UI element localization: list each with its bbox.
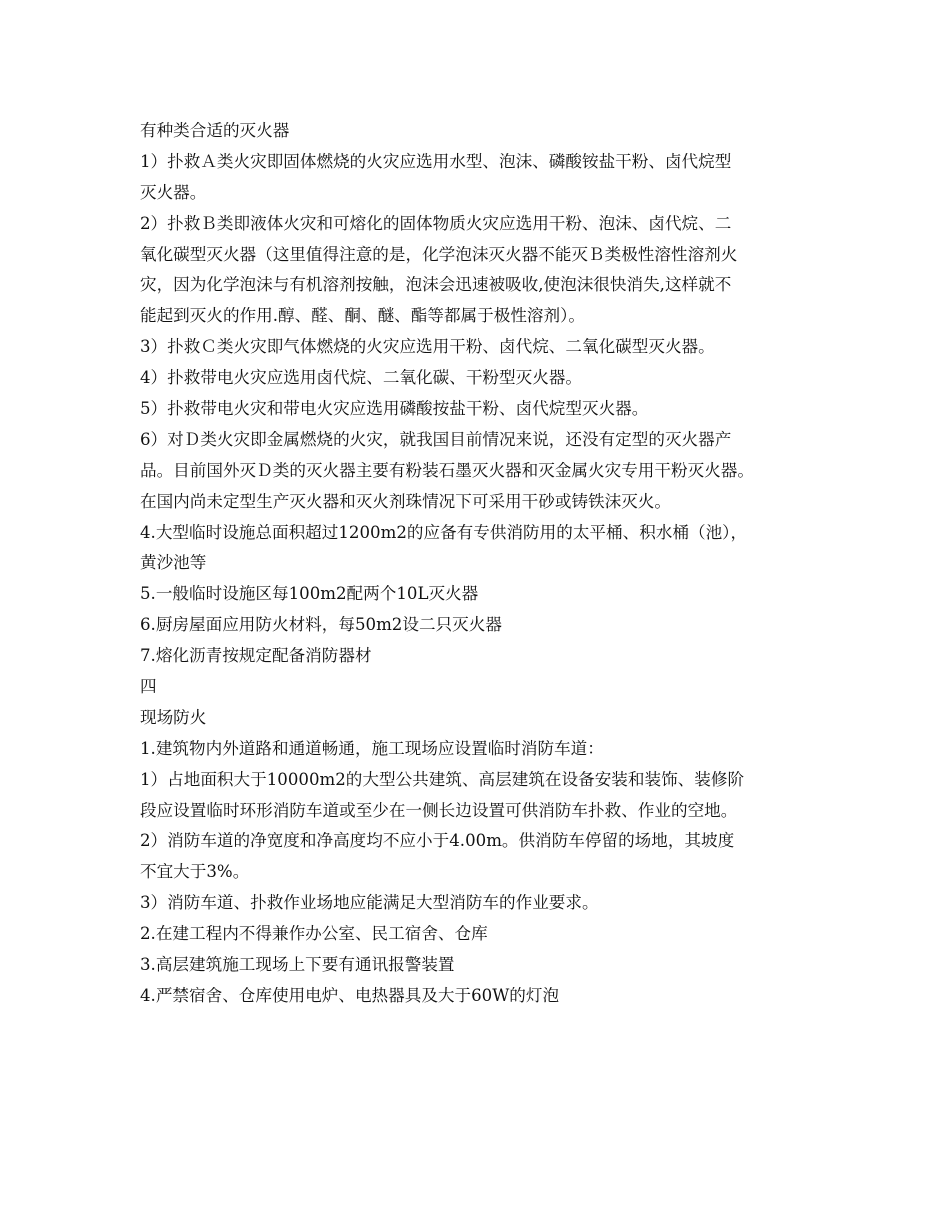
text-line: 有种类合适的灭火器 [140,121,290,140]
section-heading: 现场防火 [140,707,207,727]
text-line: 段应设置临时环形消防车道或至少在一侧长边设置可供消防车扑救、作业的空地。 [140,800,738,820]
text-line: 6.厨房屋面应用防火材料，每50m2设二只灭火器 [140,615,502,635]
document-body [140,116,830,1012]
text-line: 1）占地面积大于10000m2的大型公共建筑、高层建筑在设备安装和装饰、装修阶 [140,769,745,789]
text-line: 7.熔化沥青按规定配备消防器材 [140,646,372,666]
text-line: 5.一般临时设施区每100m2配两个10L灭火器 [140,584,479,604]
text-line: 灾，因为化学泡沫与有机溶剂按触，泡沫会迅速被吸收,使泡沫很快消失,这样就不 [140,275,732,295]
text-line: 5）扑救带电火灾和带电火灾应选用磷酸按盐干粉、卤代烷型灭火器。 [140,399,649,419]
text-line: 2）消防车道的净宽度和净高度均不应小于4.00m。供消防车停留的场地，其坡度 [140,831,735,851]
text-line: 2.在建工程内不得兼作办公室、民工宿舍、仓库 [140,924,488,944]
text-line: 3.高层建筑施工现场上下要有通讯报警装置 [140,955,455,975]
text-line: 2）扑救Ｂ类即液体火灾和可熔化的固体物质火灾应选用干粉、泡沫、卤代烷、二 [140,213,732,233]
section-number: 四 [140,677,157,697]
text-line: 3）消防车道、扑救作业场地应能满足大型消防车的作业要求。 [140,893,599,913]
text-line: 3）扑救Ｃ类火灾即气体燃烧的火灾应选用干粉、卤代烷、二氧化碳型灭火器。 [140,337,715,357]
text-line: 6）对Ｄ类火灾即金属燃烧的火灾，就我国目前情况来说，还没有定型的灭火器产 [140,429,732,449]
text-line: 4）扑救带电火灾应选用卤代烷、二氧化碳、干粉型灭火器。 [140,368,582,388]
text-line: 不宜大于3%。 [140,862,250,882]
text-line: 在国内尚未定型生产灭火器和灭火剂珠情况下可采用干砂或铸铁沫灭火。 [140,491,671,511]
text-line: 1）扑救Ａ类火灾即固体燃烧的火灾应选用水型、泡沫、磷酸铵盐干粉、卤代烷型 [140,151,732,171]
text-line: 灭火器。 [140,182,207,202]
text-line: 4.大型临时设施总面积超过1200m2的应备有专供消防用的太平桶、积水桶（池）， [140,522,748,542]
text-line: 1.建筑物内外道路和通道畅通，施工现场应设置临时消防车道： [140,738,604,758]
text-line: 黄沙池等 [140,553,207,573]
text-line: 能起到灭火的作用.醇、醛、酮、醚、酯等都属于极性溶剂）。 [140,306,586,326]
text-line: 4.严禁宿舍、仓库使用电炉、电热器具及大于60W的灯泡 [140,985,560,1005]
text-line: 品。目前国外灭Ｄ类的灭火器主要有粉装石墨灭火器和灭金属火灾专用干粉灭火器。 [140,460,754,480]
text-line: 氧化碳型灭火器（这里值得注意的是，化学泡沫灭火器不能灭Ｂ类极性溶性溶剂火 [140,244,738,264]
